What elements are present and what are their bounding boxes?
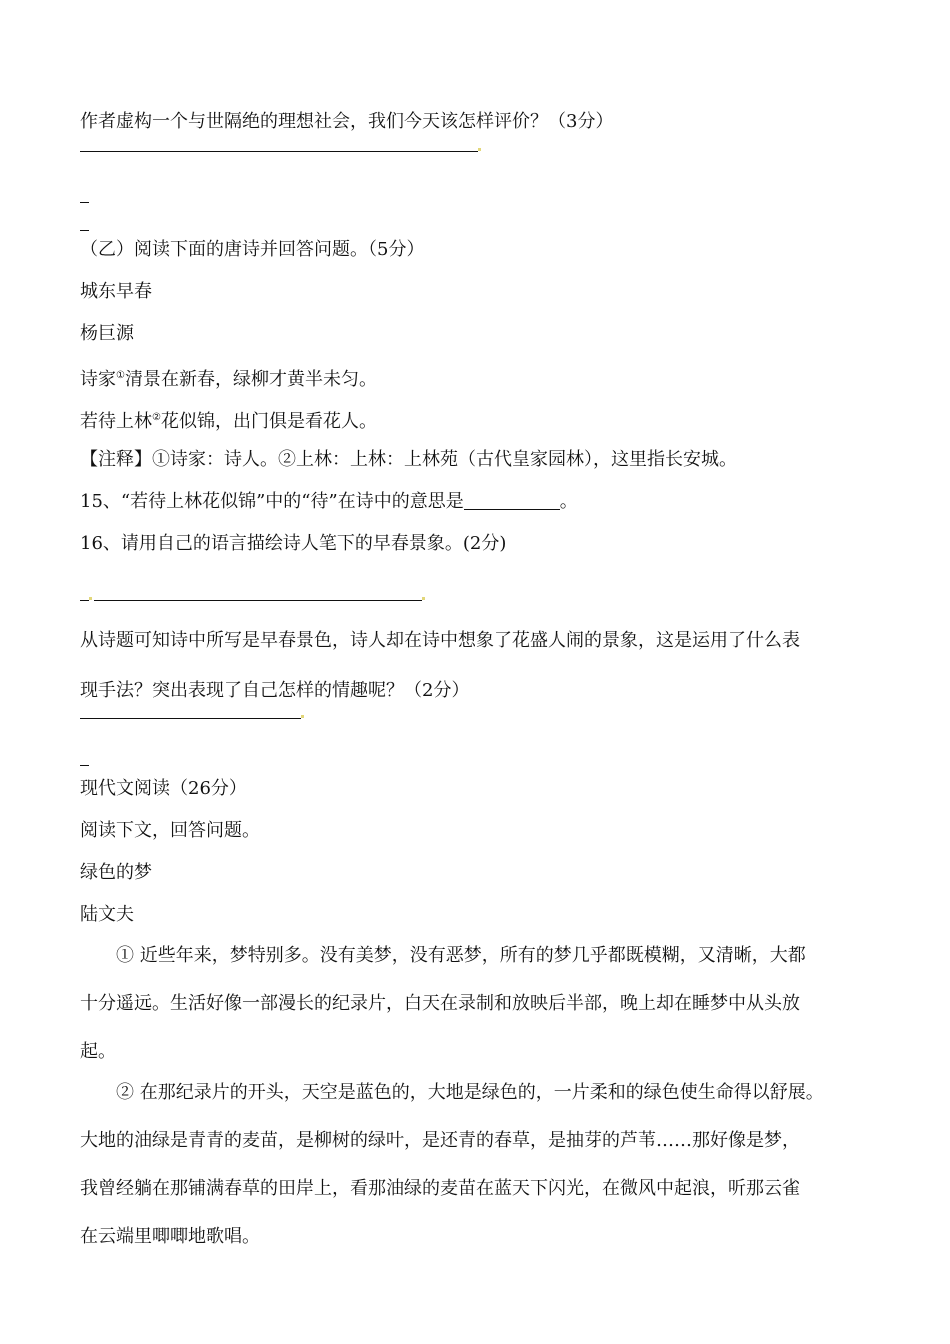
scan-mark [478,148,481,151]
paragraph-1-line: ① 近些年来，梦特别多。没有美梦，没有恶梦，所有的梦几乎都既模糊，又清晰，大都 [116,945,806,966]
question-15: 15、“若待上林花似锦”中的“待”在诗中的意思是 。 [80,491,578,512]
essay-title: 绿色的梦 [80,862,152,883]
answer-line-short [80,600,89,601]
poem-section-heading: （乙）阅读下面的唐诗并回答问题。（5分） [80,239,425,260]
poem-note: 【注释】①诗家：诗人。②上林：上林：上林苑（古代皇家园林），这里指长安城。 [80,449,737,470]
paragraph-2-line: 我曾经躺在那铺满春草的田岸上，看那油绿的麦苗在蓝天下闪光，在微风中起浪，听那云雀 [80,1178,800,1199]
paragraph-1-line: 起。 [80,1041,116,1062]
answer-line [80,151,478,152]
question-17-line-1: 从诗题可知诗中所写是早春景色，诗人却在诗中想象了花盛人闹的景象，这是运用了什么表 [80,630,800,651]
fill-blank [464,491,560,510]
answer-line [94,600,422,601]
question-evaluate: 作者虚构一个与世隔绝的理想社会，我们今天该怎样评价？（3分） [80,111,614,132]
scan-mark [301,715,304,718]
question-17-line-2: 现手法？突出表现了自己怎样的情趣呢？（2分） [80,680,470,701]
reading-instruction: 阅读下文，回答问题。 [80,820,260,841]
answer-line-short [80,230,89,231]
paragraph-2-line: ② 在那纪录片的开头，天空是蓝色的，大地是绿色的，一片柔和的绿色使生命得以舒展。 [116,1082,824,1103]
question-16: 16、请用自己的语言描绘诗人笔下的早春景象。(2分) [80,533,507,554]
paragraph-1-line: 十分遥远。生活好像一部漫长的纪录片，白天在录制和放映后半部，晚上却在睡梦中从头放 [80,993,800,1014]
poem-line-1: 诗家①清景在新春，绿柳才黄半未匀。 [80,369,377,390]
poem-line-2: 若待上林②花似锦，出门俱是看花人。 [80,411,377,432]
poem-author: 杨巨源 [80,323,134,344]
modern-section-heading: 现代文阅读（26分） [80,778,247,799]
poem-title: 城东早春 [80,281,152,302]
answer-line [80,718,301,719]
scan-mark [422,597,425,600]
essay-author: 陆文夫 [80,904,134,925]
answer-line-short [80,765,89,766]
paragraph-2-line: 在云端里唧唧地歌唱。 [80,1226,260,1247]
scan-mark [89,597,92,600]
answer-line-short [80,202,89,203]
paragraph-2-line: 大地的油绿是青青的麦苗，是柳树的绿叶，是还青的春草，是抽芽的芦苇……那好像是梦， [80,1130,800,1151]
